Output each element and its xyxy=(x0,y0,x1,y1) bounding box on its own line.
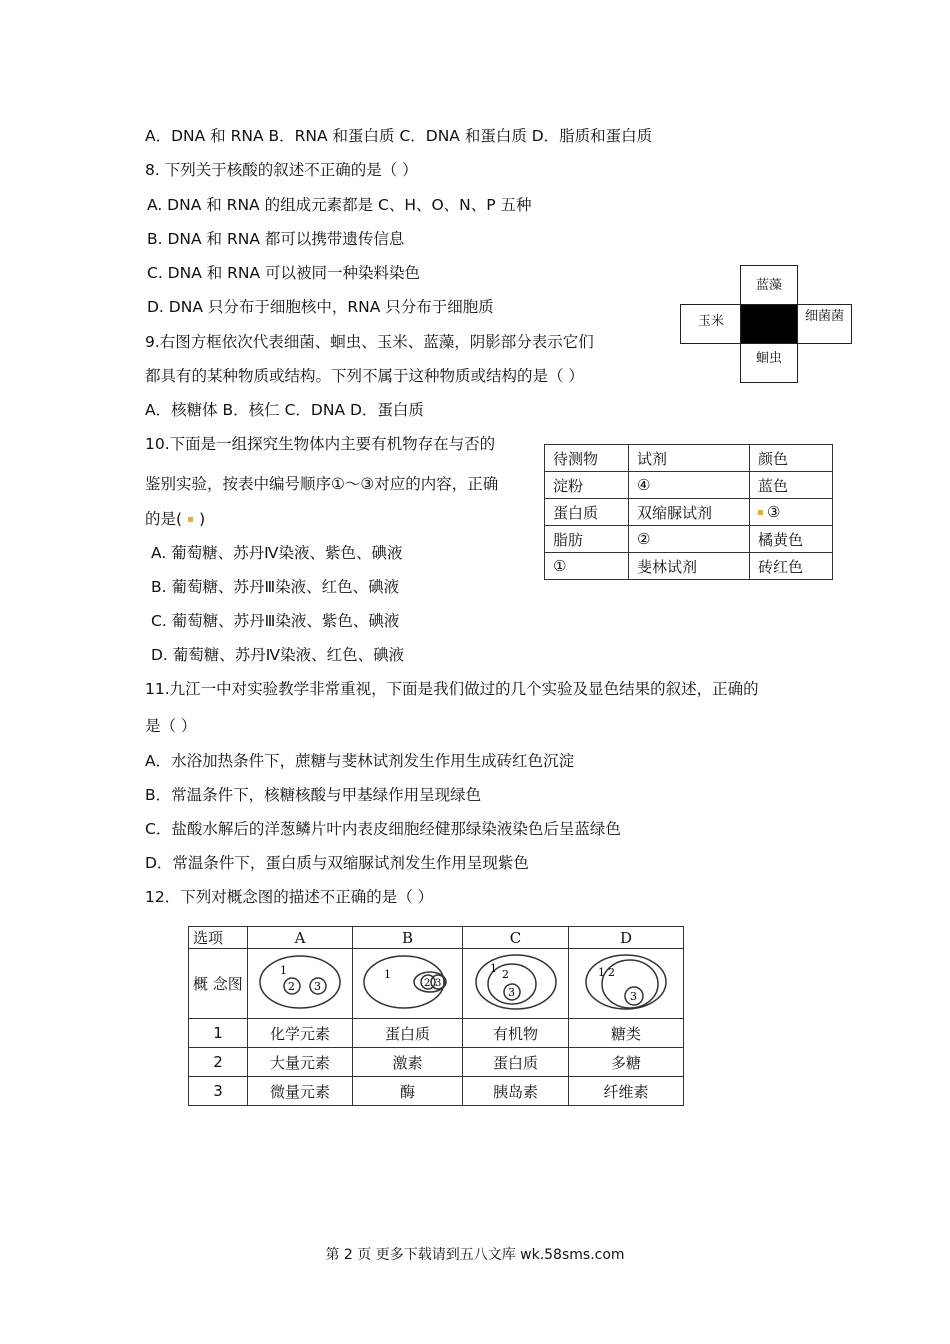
q11-option-c: C．盐酸水解后的洋葱鳞片叶内表皮细胞经健那绿染液染色后呈蓝绿色 xyxy=(145,820,621,838)
table-cell: 砖红色 xyxy=(750,553,833,580)
table-cell: 胰岛素 xyxy=(463,1077,569,1106)
q10-reagent-table xyxy=(544,444,833,580)
table-cell: 试剂 xyxy=(629,445,750,472)
table-cell: 大量元素 xyxy=(248,1048,353,1077)
table-cell: B xyxy=(353,927,463,949)
table-cell: C xyxy=(463,927,569,949)
label-1: 1 xyxy=(489,961,497,975)
concept-circles-d xyxy=(576,950,676,1014)
concept-diagram-c xyxy=(463,949,569,1019)
table-cell: 蛋白质 xyxy=(353,1019,463,1048)
table-cell: 蓝色 xyxy=(750,472,833,499)
q10-line3-start: 的是( xyxy=(145,510,183,528)
q8-option-b: B. DNA 和 RNA 都可以携带遗传信息 xyxy=(147,230,405,248)
label-3: 3 xyxy=(630,989,637,1003)
q12-stem: 12．下列对概念图的描述不正确的是（ ） xyxy=(145,888,434,906)
label-1: 1 xyxy=(280,963,287,977)
label-3: 3 xyxy=(314,979,321,993)
table-cell: 3 xyxy=(189,1077,248,1106)
concept-circles-c xyxy=(468,950,564,1014)
q8-option-c: C. DNA 和 RNA 可以被同一种染料染色 xyxy=(147,264,421,282)
label-2: 2 xyxy=(501,967,509,981)
table-cell: D xyxy=(569,927,684,949)
q11-line1: 11.九江一中对实验教学非常重视，下面是我们做过的几个实验及显色结果的叙述，正确的 xyxy=(145,680,759,698)
table-cell: 选项 xyxy=(189,927,248,949)
q11-option-b: B．常温条件下，核糖核酸与甲基绿作用呈现绿色 xyxy=(145,786,482,804)
concept-diagram-d xyxy=(569,949,684,1019)
q11-option-d: D．常温条件下，蛋白质与双缩脲试剂发生作用呈现紫色 xyxy=(145,854,529,872)
table-cell: ④ xyxy=(629,472,750,499)
table-cell: 待测物 xyxy=(545,445,629,472)
table-cell: 微量元素 xyxy=(248,1077,353,1106)
q8-option-d: D. DNA 只分布于细胞核中，RNA 只分布于细胞质 xyxy=(147,298,494,316)
q8-stem: 8. 下列关于核酸的叙述不正确的是（ ） xyxy=(145,161,418,179)
table-cell: 酶 xyxy=(353,1077,463,1106)
table-cell: ① xyxy=(545,553,629,580)
concept-diagram-a xyxy=(248,949,353,1019)
table-row xyxy=(189,927,684,949)
q10-line3-end: ) xyxy=(199,510,206,528)
diagram-top-box: 蓝藻 xyxy=(740,265,798,305)
q10-line2: 鉴别实验，按表中编号顺序①～③对应的内容，正确 xyxy=(145,475,499,493)
q9-options: A．核糖体 B．核仁 C．DNA D．蛋白质 xyxy=(145,401,424,419)
table-cell: 蛋白质 xyxy=(545,499,629,526)
q11-line2: 是（ ） xyxy=(145,717,197,735)
page-footer: 第 2 页 更多下载请到五八文库 wk.58sms.com xyxy=(325,1247,625,1263)
small-mark xyxy=(188,517,193,522)
table-cell: 斐林试剂 xyxy=(629,553,750,580)
table-row xyxy=(545,472,833,499)
label-1: 1 xyxy=(598,965,605,979)
concept-diagram-b xyxy=(353,949,463,1019)
q9-line1: 9.右图方框依次代表细菌、蛔虫、玉米、蓝藻，阴影部分表示它们 xyxy=(145,333,594,351)
q7-options: A．DNA 和 RNA B．RNA 和蛋白质 C．DNA 和蛋白质 D．脂质和蛋白质 xyxy=(145,127,653,145)
table-row xyxy=(545,553,833,580)
table-cell: 脂肪 xyxy=(545,526,629,553)
table-row xyxy=(545,526,833,553)
diagram-right-box: 细菌菌 xyxy=(797,304,852,344)
concept-circles-a xyxy=(252,950,348,1014)
label-2: 2 xyxy=(423,977,430,989)
table-cell: A xyxy=(248,927,353,949)
q11-option-a: A．水浴加热条件下，蔗糖与斐林试剂发生作用生成砖红色沉淀 xyxy=(145,752,575,770)
q10-line3 xyxy=(145,509,205,529)
label-2: 2 xyxy=(288,979,295,993)
table-cell: 多糖 xyxy=(569,1048,684,1077)
q8-option-a: A. DNA 和 RNA 的组成元素都是 C、H、O、N、P 五种 xyxy=(147,196,532,214)
label-1: 1 xyxy=(383,967,391,981)
table-cell: 颜色 xyxy=(750,445,833,472)
table-row xyxy=(545,445,833,472)
table-cell: ② xyxy=(629,526,750,553)
label-3: 3 xyxy=(434,977,441,989)
q10-option-c: C. 葡萄糖、苏丹Ⅲ染液、紫色、碘液 xyxy=(151,612,400,630)
table-cell: 激素 xyxy=(353,1048,463,1077)
q10-option-b: B. 葡萄糖、苏丹Ⅲ染液、红色、碘液 xyxy=(151,578,400,596)
q10-option-d: D. 葡萄糖、苏丹Ⅳ染液、红色、碘液 xyxy=(151,646,405,664)
table-row xyxy=(189,1048,684,1077)
small-mark xyxy=(758,510,763,515)
table-row xyxy=(189,949,684,1019)
table-cell: 糖类 xyxy=(569,1019,684,1048)
table-cell: 蛋白质 xyxy=(463,1048,569,1077)
concept-circles-b xyxy=(358,950,458,1014)
table-cell: 化学元素 xyxy=(248,1019,353,1048)
table-cell: 淀粉 xyxy=(545,472,629,499)
table-cell: 概 念图 xyxy=(189,949,248,1019)
label-2: 2 xyxy=(608,965,615,979)
diagram-bottom-box: 蛔虫 xyxy=(740,343,798,383)
table-cell-text: ③ xyxy=(767,503,781,521)
label-3: 3 xyxy=(507,985,515,999)
q10-option-a: A. 葡萄糖、苏丹Ⅳ染液、紫色、碘液 xyxy=(151,544,403,562)
table-cell: 有机物 xyxy=(463,1019,569,1048)
table-cell xyxy=(750,499,833,526)
q12-concept-table xyxy=(188,926,684,1106)
table-row xyxy=(189,1019,684,1048)
table-cell: 纤维素 xyxy=(569,1077,684,1106)
table-row xyxy=(189,1077,684,1106)
table-cell: 2 xyxy=(189,1048,248,1077)
table-cell: 双缩脲试剂 xyxy=(629,499,750,526)
diagram-shaded-center xyxy=(740,304,798,344)
table-row xyxy=(545,499,833,526)
q9-line2: 都具有的某种物质或结构。下列不属于这种物质或结构的是（ ） xyxy=(145,367,584,385)
q10-line1: 10.下面是一组探究生物体内主要有机物存在与否的 xyxy=(145,435,496,453)
diagram-left-box: 玉米 xyxy=(680,304,742,344)
table-cell: 1 xyxy=(189,1019,248,1048)
table-cell: 橘黄色 xyxy=(750,526,833,553)
